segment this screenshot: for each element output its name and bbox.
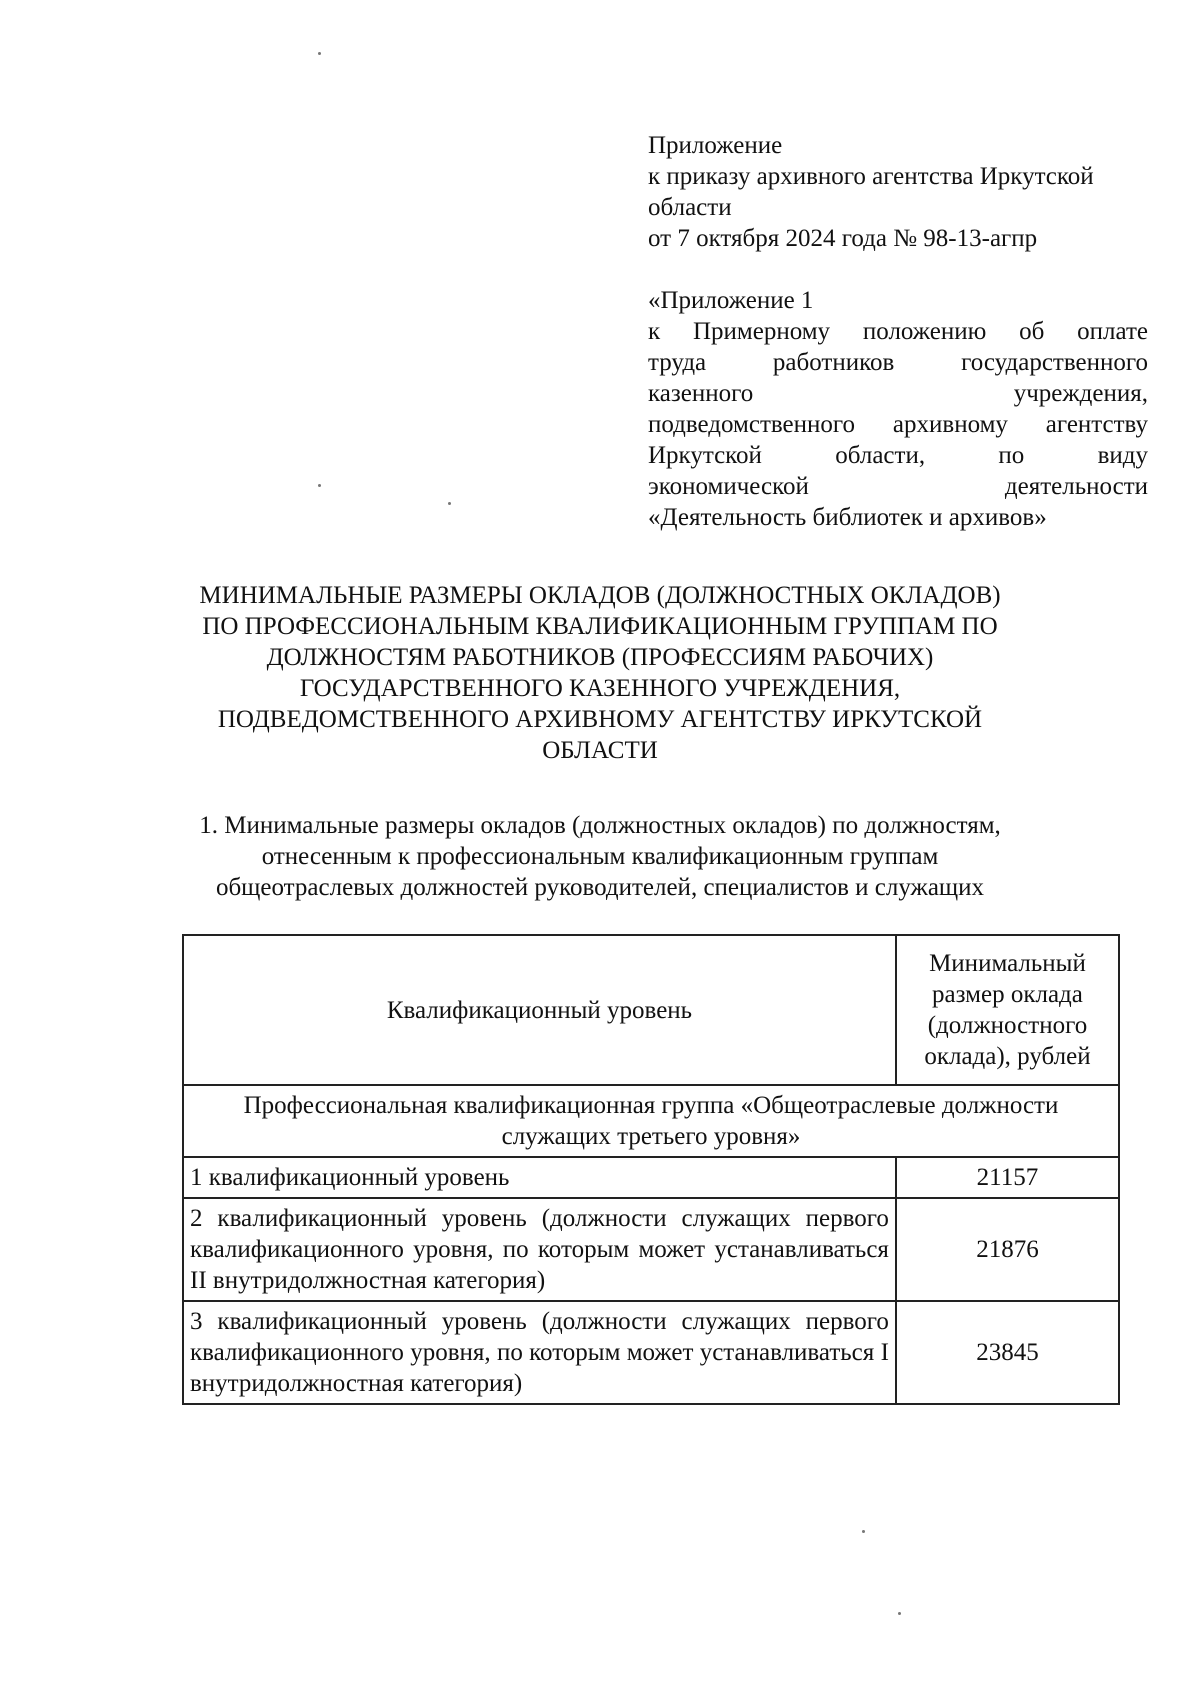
appendix-line: труда работников государственного: [648, 349, 1148, 376]
table-row: [183, 1157, 1119, 1198]
appendix-line: Приложение: [648, 132, 783, 159]
group-title: Профессиональная квалификационная группа «Общеотраслевые должности служащих третьего уровня»: [183, 1085, 1119, 1157]
spacer: [648, 254, 1148, 285]
table-row: [183, 1301, 1119, 1404]
level-cell: 2 квалификационный уровень (должности служащих первого квалификационного уровня, по которым может устанавливаться II внутридолжностная категория): [183, 1198, 896, 1301]
title-line: МИНИМАЛЬНЫЕ РАЗМЕРЫ ОКЛАДОВ (ДОЛЖНОСТНЫХ ОКЛАДОВ): [199, 582, 1001, 609]
scan-speck: [862, 1530, 865, 1533]
title-line: ДОЛЖНОСТЯМ РАБОТНИКОВ (ПРОФЕССИЯМ РАБОЧИХ): [266, 644, 934, 671]
appendix-line: подведомственного архивному агентству: [648, 411, 1148, 438]
appendix-line: к Примерному положению об оплате: [648, 318, 1148, 345]
appendix-line: «Деятельность библиотек и архивов»: [648, 504, 1047, 531]
appendix-line: экономической деятельности: [648, 473, 1148, 500]
appendix-line: казенного учреждения,: [648, 380, 1148, 407]
scan-speck: [318, 52, 321, 55]
table-header-row: [183, 935, 1119, 1085]
title-line: ГОСУДАРСТВЕННОГО КАЗЕННОГО УЧРЕЖДЕНИЯ,: [299, 675, 901, 702]
section-heading-line: отнесенным к профессиональным квалификационным группам: [261, 843, 939, 870]
section-heading-line: 1. Минимальные размеры окладов (должностных окладов) по должностям,: [199, 812, 1001, 839]
salary-table: [182, 934, 1120, 1405]
document-title: [150, 580, 1050, 766]
appendix-order-date: от 7 октября 2024 года № 98-13-агпр: [648, 225, 1038, 252]
level-cell: 3 квалификационный уровень (должности служащих первого квалификационного уровня, по которым может устанавливаться I внутридолжностная категория): [183, 1301, 896, 1404]
scan-speck: [318, 484, 321, 487]
salary-cell: 21876: [896, 1198, 1119, 1301]
appendix-line: Иркутской области, по виду: [648, 442, 1148, 469]
salary-cell: 21157: [896, 1157, 1119, 1198]
header-salary: Минимальный размер оклада (должностного оклада), рублей: [896, 935, 1119, 1085]
section-heading-line: общеотраслевых должностей руководителей, специалистов и служащих: [215, 874, 985, 901]
appendix-header: [648, 130, 1148, 533]
group-row: [183, 1085, 1119, 1157]
title-line: ПО ПРОФЕССИОНАЛЬНЫМ КВАЛИФИКАЦИОННЫМ ГРУППАМ ПО: [202, 613, 998, 640]
salary-cell: 23845: [896, 1301, 1119, 1404]
appendix-line: области: [648, 194, 732, 221]
section-heading: [130, 810, 1070, 903]
table-row: [183, 1198, 1119, 1301]
appendix-line: «Приложение 1: [648, 287, 814, 314]
appendix-line: к приказу архивного агентства Иркутской: [648, 163, 1094, 190]
header-level: Квалификационный уровень: [183, 935, 896, 1085]
title-line: ОБЛАСТИ: [542, 737, 658, 764]
scan-speck: [448, 502, 451, 505]
scan-speck: [898, 1612, 901, 1615]
level-cell: 1 квалификационный уровень: [183, 1157, 896, 1198]
title-line: ПОДВЕДОМСТВЕННОГО АРХИВНОМУ АГЕНТСТВУ ИРКУТСКОЙ: [217, 706, 983, 733]
